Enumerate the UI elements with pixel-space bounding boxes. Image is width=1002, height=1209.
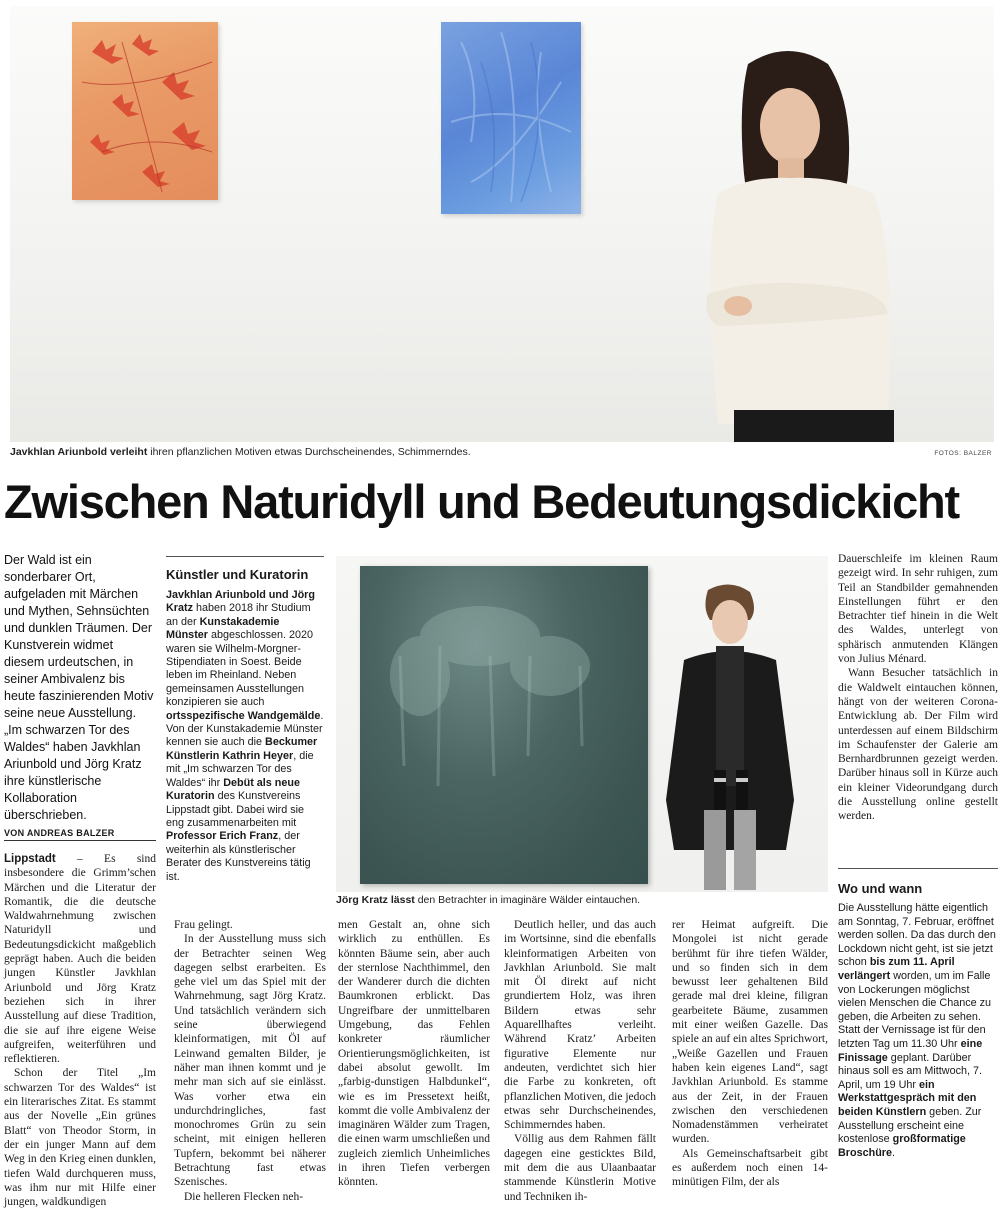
text-run: . — [892, 1146, 896, 1159]
text-bold: Debüt als neue Kuratorin — [166, 776, 300, 803]
photo-credit: FOTOS: BALZER — [934, 450, 992, 457]
caption-bold: Jörg Kratz lässt — [336, 894, 415, 906]
photo-exhibition-kratz — [336, 556, 828, 892]
text-run: abgeschlossen. 2020 waren sie Wilhelm-Morgner-Stipendiaten in Soest. Beide leben im Rheinland. Neben gemeinsamen Ausstellungen konzipieren sie auch — [166, 629, 314, 709]
paragraph: Frau gelingt. — [174, 919, 233, 931]
article-headline: Zwischen Naturidyll und Bedeutungsdickicht — [4, 475, 959, 528]
photo-mid-caption — [336, 894, 640, 906]
painting-red-leaves — [72, 22, 218, 200]
text-bold: Professor Erich Franz — [166, 830, 279, 843]
text-run: geplant. Darüber hinaus soll es am Mittwoch, 7. April, um 19 Uhr — [838, 1051, 983, 1091]
infobox-title: Künstler und Kuratorin — [166, 567, 309, 582]
text-bold: ein Werkstattgespräch mit den beiden Künstlern — [838, 1078, 977, 1118]
painting-blue-foliage — [441, 22, 581, 214]
text-run: haben 2018 ihr Studium an der — [166, 602, 311, 628]
article-column-6 — [838, 552, 998, 824]
text-run: , die mit „Im schwarzen Tor des Waldes“ ihr — [166, 749, 314, 789]
text-run: des Kunstvereins Lippstadt gibt. Dabei wird sie eng zusammenarbeiten mit — [166, 790, 305, 829]
text-run: Die Ausstellung hätte eigentlich am Sonntag, 7. Februar, eröffnet werden sollen. Da das durch den Lockdown nicht geht, ist sie jetzt schon — [838, 902, 996, 969]
painting-dark-green-forest — [360, 566, 648, 884]
paragraph: Die helleren Flecken neh- — [184, 1190, 304, 1203]
paragraph: Völlig aus dem Rahmen fällt dagegen eine gesticktes Bild, mit dem die aus Ulaanbaatar stammende Künstlerin Motive und Techniken ih- — [504, 1133, 656, 1203]
caption-bold: Javkhlan Ariunbold verleiht — [10, 446, 148, 458]
photo-top-caption — [10, 446, 471, 458]
caption-text: ihren pflanzlichen Motiven etwas Durchscheinendes, Schimmerndes. — [147, 446, 471, 458]
caption-text: den Betrachter in imaginäre Wälder eintauchen. — [414, 894, 641, 906]
dateline: Lippstadt — [4, 853, 56, 865]
text-run: worden, um im Falle von Lockerungen möglichst vielen Menschen die Chance zu geben, die Arbeiten zu sehen. Statt der Vernissage ist für den letzten Tag um 11.30 Uhr — [838, 969, 992, 1050]
article-column-4 — [504, 918, 656, 1204]
paragraph: Deutlich heller, und das auch im Wortsinne, sind die ebenfalls kleinformatigen Arbeiten von Javkhlan Ariunbold. Sie malt mit Öl direkt auf nicht grundiertem Holz, was ihren Bildern etwas sehr Aquarellhaftes verleiht. Während Kratz’ Arbeiten figurative Elemente nur andeuten, verdichtet sich hier die Farbe zu konkreten, oft pflanzlichen Motiven, die jedoch etwas sehr Durchscheinendes, Schimmerndes haben. — [504, 919, 657, 1132]
photo-artist-joerg-kratz — [654, 580, 806, 892]
text-run: – Es sind insbesondere die Grimm’schen Märchen und die Literatur der Romantik, die die deutsche Waldwahrnehmung zwischen Naturidyll und Bedeutungsdickicht maßgeblich geprägt haben. Auch die beiden jungen Künstler Javkhlan Ariunbold und Jörg Kratz beziehen sich in ihrer Ausstellung auf diese Tradition, die sie auf ihre eigene Weise aufgreifen, weiterführen und reflektieren. — [4, 853, 156, 1066]
infobox-when-where — [838, 868, 998, 1160]
text-run: . Von der Kunstakademie Münster kennen sie auch die — [166, 709, 324, 749]
text-bold: Kunstakademie Münster — [166, 615, 280, 642]
text-bold: Beckumer Künstlerin Kathrin Heyer — [166, 736, 318, 762]
paragraph: rer Heimat aufgreift. Die Mongolei ist nicht gerade berühmt für ihre tiefen Wälder, und so finden sich in dem bewusst leer gehaltenen Bild gerade mal drei kleine, filigran gearbeitete Bäume, zusammen mit einer weißen Gazelle. Das spiele an auf ein altes Sprichwort, „Weiße Gazellen und Frauen haben kein eigenes Land“, sagt Javkhlan Ariunbold. Es stamme aus der Zeit, in der Frauen zwischen den verschiedenen Nomadenstämmen verheiratet wurden. — [672, 919, 828, 1146]
text-bold: Javkhlan Ariunbold und Jörg Kratz — [166, 589, 315, 615]
infobox-artists-curator — [166, 556, 324, 884]
photo-exhibition-ariunbold — [10, 6, 994, 442]
paragraph: men Gestalt an, ohne sich wirklich zu enthüllen. Es könnten Bäume sein, aber auch der sternlose Nachthimmel, den der Wanderer durch die dichten Baumkronen erblickt. Das Ungreifbare der unmittelbaren Umgebung, das Fehlen konkreter räumlicher Orientierungsmöglichkeiten, ist dabei absolut gewollt. Im „farbig-dunstigen Halbdunkel“, wie es im Pressetext heißt, kommt die volle Ambivalenz der imaginären Wälder zum Tragen, die einen warm umschließen und zugleich ziemlich Unheimliches in ihren Tiefen verbergen könnten. — [338, 919, 491, 1189]
paragraph — [4, 852, 156, 1066]
byline: VON ANDREAS BALZER — [4, 828, 156, 841]
text-bold: eine Finissage — [838, 1037, 983, 1064]
text-bold: ortsspezifische Wandgemälde — [166, 709, 321, 722]
paragraph: Schon der Titel „Im schwarzen Tor des Waldes“ ist ein literarisches Zitat. Es stammt aus der Novelle „Ein grünes Blatt“ von Theodor Storm, in der ein junger Mann auf dem Weg in den Krieg einen dunklen, tiefen Wald durchqueren muss, was ihm nur mit Hilfe einer jungen, waldkundigen — [4, 1067, 156, 1209]
paragraph: Als Gemeinschaftsarbeit gibt es außerdem noch einen 14-minütigen Film, der als — [672, 1147, 828, 1189]
article-lead: Der Wald ist ein sonderbarer Ort, aufgeladen mit Märchen und Mythen, Sehnsüchten und dunklen Träumen. Der Kunstverein widmet diesem urdeutschen, in seiner Ambivalenz bis heute faszinierenden Motiv seine neue Ausstellung. „Im schwarzen Tor des Waldes“ haben Javkhlan Ariunbold und Jörg Kratz ihre künstlerische Kollaboration überschrieben. — [4, 553, 154, 822]
paragraph: Dauerschleife im kleinen Raum gezeigt wird. In sehr ruhigen, zum Teil an Standbilder gemahnenden Einstellungen führt er den Betrachter tief hinein in die Welt des Waldes, unterlegt von sphärisch anmutenden Klängen von Julius Ménard. — [838, 553, 998, 666]
photo-artist-javkhlan-ariunbold — [678, 44, 928, 442]
text-bold: großformatige Broschüre — [838, 1133, 966, 1159]
infobox-text — [838, 902, 998, 1160]
infobox-title: Wo und wann — [838, 881, 923, 896]
article-column-5 — [672, 918, 828, 1190]
paragraph: Wann Besucher tatsächlich in die Waldwelt eintauchen können, hängt von der weiteren Corona-Entwicklung ab. Der Film wird unterdessen auf einem Bildschirm im Schaufenster der Galerie am Bernhardbrunnen gezeigt werden. Darüber hinaus soll in Kürze auch ein kleiner Videorundgang durch die Ausstellung online gestellt werden. — [838, 667, 998, 823]
paragraph: In der Ausstellung muss sich der Betrachter seinen Weg dagegen selbst erarbeiten. Es gehe viel um das Spiel mit der Wahrnehmung, sagt Jörg Kratz. Und tatsächlich verändern sich seine überwiegend kleinformatigen, mit Öl auf Leinwand gemalten Bilder, je näher man ihnen kommt und je mehr man sich auf sie einlässt. Was vorher etwa ein undurchdringliches, fast monochromes Grün zu sein scheint, mit einigen helleren Tupfern, bekommt bei näherer Betrachtung fast etwas Szenisches. — [174, 933, 326, 1189]
article-column-1 — [4, 852, 156, 1209]
text-run: geben. Zur Ausstellung erscheint eine kostenlose — [838, 1105, 982, 1146]
text-bold: bis zum 11. April verlängert — [838, 956, 955, 982]
article-column-2 — [174, 918, 326, 1204]
article-column-3 — [338, 918, 490, 1190]
infobox-text — [166, 589, 324, 884]
text-run: , der weiterhin als künstlerischer Berater des Kunstvereins tätig ist. — [166, 830, 311, 883]
